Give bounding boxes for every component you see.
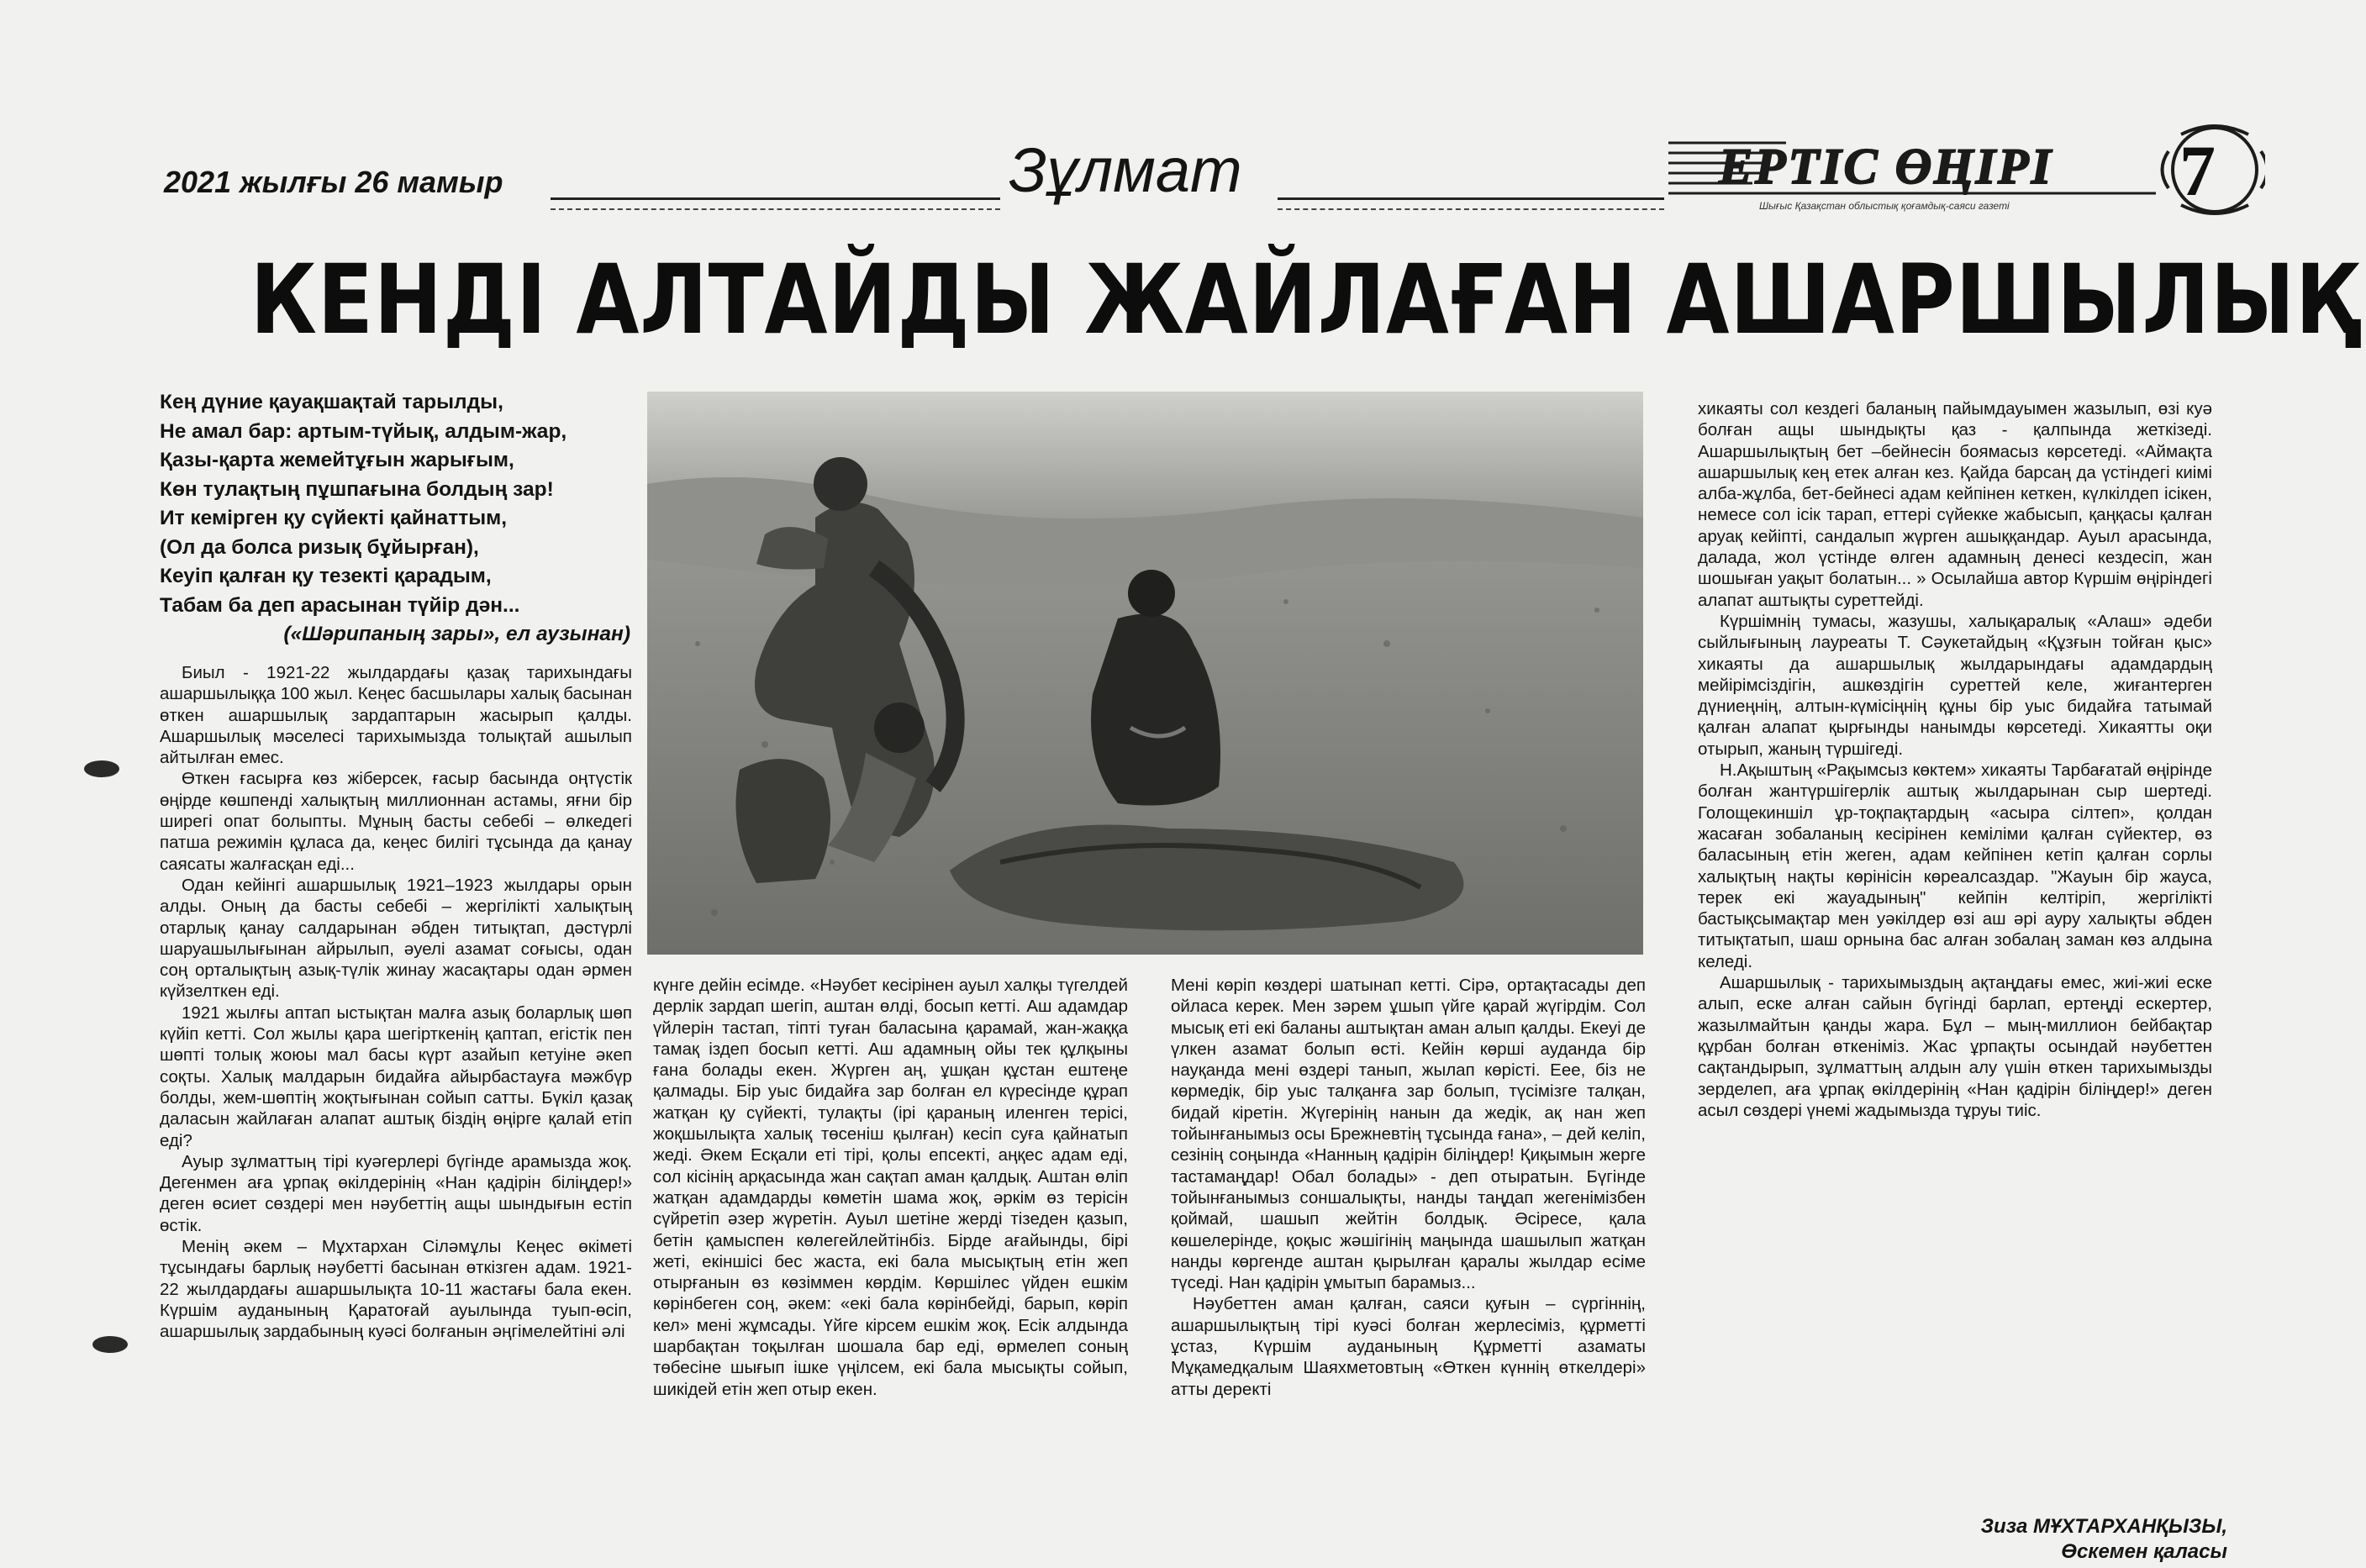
poem-line: Не амал бар: артым-түйық, алдым-жар,	[160, 419, 567, 443]
paragraph: Ауыр зұлматтың тірі куәгерлері бүгінде арамызда жоқ. Дегенмен аға ұрпақ өкілдерінің «Нан қадірін біліңдер!» деген өсиет сөздері мен нәубеттің ащы шындығын естіп өстік.	[160, 1151, 632, 1235]
paragraph: Н.Ақыштың «Рақымсыз көктем» хикаяты Тарбағатай өңірінде болған жантүршігерлік аштық жылдарынан сыр шертеді. Голощекиншіл ұр-тоқпақтардың «асыра сілтеп», қолдан жасаған зобаланың кесірінен кеміліми қалған сүйектер, өз баласының етін жеген, адам кейпінен кетіп қалған сорлы халықтың нақты көрінісін көреалсаздар. "Жауын бір жауса, терек екі жауадының" кейпін келтіріп, жергілікті бастықсымақтар мен уәкілдер өзі аш әрі ауру халықты әбден титықтатып, шаш орнына бас алған зобалаң заман көз алдына келеді.	[1698, 760, 2212, 971]
paragraph: күнге дейін есімде. «Нәубет кесірінен ауыл халқы түгелдей дерлік зардап шегіп, аштан өлді, босып кетті. Аш адамдар үйлерін тастап, тіпті туған баласына қарамай, жан-жаққа тамақ іздеп босып кетті. Аш адамның ойы тек құлқыны ғана болады екен. Жүрген аң, ұшқан құстан ештеңе қалмады. Бір уыс бидайға зар болған ел күресінде құрап жатқан қу сүйекті, тулақты (ірі қараның иленген терісі, жоқшылықта халық төсеніш қылған) кесіп суға қайнатып жеді. Әкем Есқали еті тірі, қолы епсекті, аңқес адам еді, сол кісінің арқасында жан сақтап аман қалдық. Аштан өліп жатқан адамдарды көметін шама жоқ, әркім өз терісін сүйретіп әзер жүретін. Ауыл шетіне жерді тізеден қазып, бетін қамыспен көлегейлейтінбіз. Бірде ағайынды, бірі жеті, екіншісі бес жаста, екі бала мысықтың етін жеп отырғанын өз көзіммен көрдім. Көршілес үйден ешкім көрінбеген соң, әкем: «екі бала көрінбейді, барып, көріп кел» мені жұмсады. Үйге кірсем ешкім жоқ. Есік алдында шарбақтан тоқылған шошала бар еді, өрмелеп соның төбесіне шығып ішке үңілсем, екі бала мысықты сойып, шикідей етін жеп отыр екен.	[653, 976, 1128, 1399]
article-column-3	[1171, 975, 1646, 1400]
author-signature	[1824, 1514, 2227, 1565]
paragraph: Нәубеттен аман қалған, саяси қуғын – сүргіннің, ашаршылықтың тірі куәсі болған жерлесіміз, құрметті ұстаз, Күршім ауданының Құрметті азаматы Мұқамедқалым Шаяхметовтың «Өткен күннің өткелдері» атты деректі	[1171, 1294, 1646, 1399]
paragraph: Мені көріп көздері шатынап кетті. Сірә, ортақтасады деп ойласа керек. Мен зәрем ұшып үйге қарай жүгірдім. Сол мысық еті екі баланы аштықтан аман алып қалды. Екеуі де үлкен азамат болып өсті. Кейін көрші ауданда бір науқанда мені өздері танып, жылап көрісті. Еее, біз не көрмедік, бір уыс талқанға зар болып, түсімізге талқан, бидай кіретін. Жүгерінің нанын да жедік, ақ нан жеп тойынғанымыз осы Брежневтің тұсында ғана», – дей келіп, сезінің соңында «Нанның қадірін біліңдер! Қиқымын жерге тастамаңдар! Обал болады» - деп отыратын. Бүгінде тойынғанымыз соншалықты, нанды таңдап жегенімізбен қоймай, шашып жейтін болдық. Әсіресе, қала көшелерінде, қоқыс жәшігінің маңында шашылып жатқан нанды көргенде аштан қырылған қаралы жылдар есіме түседі. Нан қадірін ұмытып барамыз...	[1171, 976, 1646, 1293]
issue-date: 2021 жылғы 26 мамыр	[164, 165, 503, 199]
poem-line: Табам ба деп арасынан түйір дән...	[160, 593, 520, 617]
logo-title: ЕРТІС ӨҢІРІ	[1719, 139, 2054, 194]
binder-hole-icon	[84, 760, 119, 777]
article-headline: КЕНДІ АЛТАЙДЫ ЖАЙЛАҒАН АШАРШЫЛЫҚ	[250, 244, 2359, 355]
paragraph: Одан кейінгі ашаршылық 1921–1923 жылдары орын алды. Оның да басты себебі – жергілікті халықтың отарлық қанау салдарынан әбден титықтап, дәстүрлі шаруашылығынан айрылып, әуелі азамат соғысы, одан соң орталықтың азық-түлік жинау жасақтары одан әрмен күйзелткен еді.	[160, 875, 632, 1002]
paragraph: Биыл - 1921-22 жылдардағы қазақ тарихындағы ашаршылыққа 100 жыл. Кеңес басшылары халық басынан өткен ашаршылық зардаптарын жасырып қалды. Ашаршылық мәселесі тарихымызда толықтай ашылып айтылған емес.	[160, 663, 632, 768]
poem-line: Қазы-қарта жемейтұғын жарығым,	[160, 449, 514, 471]
paragraph: Менің әкем – Мұхтархан Сілəмұлы Кеңес өкіметі тұсындағы барлық нәубетті басынан өткізген адам. 1921-22 жылдардағы ашаршылықта 10-11 жастағы бала екен. Күршім ауданының Қаратоғай ауылында туып-өсіп, ашаршылық зардабының куәсі болғанын әңгімелейтіні әлі	[160, 1237, 632, 1342]
article-column-4	[1698, 398, 2212, 1121]
page-number: 7	[2179, 130, 2216, 211]
rubric-title: Зұлмат	[1009, 135, 1242, 205]
poem-line: Кең дүние қауақшақтай тарылды,	[160, 391, 503, 413]
header-rule-left	[551, 197, 1000, 210]
binder-hole-icon	[92, 1336, 128, 1353]
famine-photo-illustration	[647, 392, 1643, 955]
epigraph-poem	[160, 388, 630, 650]
header-rule-right	[1278, 197, 1664, 210]
newspaper-logo	[1660, 118, 2265, 223]
article-column-2	[653, 975, 1128, 1400]
logo-subtitle: Шығыс Қазақстан облыстық қоғамдық-саяси газеті	[1759, 200, 2010, 212]
historical-photo	[647, 392, 1643, 955]
author-name: Зиза МҰХТАРХАНҚЫЗЫ,	[1980, 1515, 2227, 1538]
paragraph: 1921 жылғы аптап ыстықтан малға азық боларлық шөп күйіп кетті. Сол жылы қара шегірткенің қаптап, егістік пен шөпті толық жоюы мал басы күрт азайып кетуіне әкеп соқты. Халық малдарын бидайға айырбастауға мәжбүр болды, жем-шөптің жоқтығынан сойып сатты. Бүкіл қазақ даласын жайлаған алапат аштық біздің өңірге қалай етіп еді?	[160, 1002, 632, 1150]
paragraph: Ашаршылық - тарихымыздың ақтаңдағы емес, жиі-жиі еске алып, еске алған сайын бүгінді барлап, ертеңді ескертер, жазылмайтын қанды жара. Бұл – мың-миллион бейбақтар құрбан болған өткеніміз. Жас ұрпақты осындай нәубеттен сақтандырып, зұлматтың алдын алу үшін өткен тарихымызды зерделеп, аға ұрпақ өкілдерінің «Нан қадірін біліңдер!» деген асыл сөздері үнемі жадымызда тұруы тиіс.	[1698, 973, 2212, 1120]
paragraph: Өткен ғасырға көз жіберсек, ғасыр басында оңтүстік өңірде көшпенді халықтың миллионнан астамы, яғни бір ширегі опат болыпты. Мұның басты себебі – өлкедегі патша режимін құласа да, кеңес билігі тұсында да қанау саясаты жалғасқан еді...	[160, 769, 632, 874]
poem-line: Кеуіп қалған қу тезекті қарадым,	[160, 565, 492, 587]
author-city: Өскемен қаласы	[2061, 1540, 2227, 1563]
paragraph: хикаяты сол кездегі баланың пайымдауымен жазылып, өзі куә болған ащы шындықты қаз - қалпында жеткізеді. Ашаршылықтың бет –бейнесін боямасыз көрсетеді. «Аймақта ашаршылық кең етек алған кез. Қайда барсаң да үстіндегі киімі алба-жұлба, бет-бейнесі адам кейпінен кеткен, күлкілдеп ісікен, немесе сол ісік тарап, еттері сүйекке жабысып, қаңқасы қалған аруақ кейіпті, сандалып жүрген ашыққандар. Ауыл арасында, далада, жол үстінде өлген адамның денесі кездесіп, жан шошыған уақыт болатын... » Осылайша автор Күршім өңіріндегі алапат аштықты суреттейді.	[1698, 399, 2212, 610]
poem-line: (Ол да болса ризық бұйырған),	[160, 535, 479, 559]
poem-line: Ит кемірген қу сүйекті қайнаттым,	[160, 507, 508, 529]
poem-source: («Шәрипаның зары», ел аузынан)	[283, 623, 630, 645]
article-column-1	[160, 662, 632, 1343]
poem-line: Көн тулақтың пұшпағына болдың зар!	[160, 477, 554, 501]
paragraph: Күршімнің тумасы, жазушы, халықаралық «Алаш» әдеби сыйлығының лауреаты Т. Сәукетайдың «Құзғын тойған қыс» хикаяты да ашаршылық жылдарындағы адамдардың мейірімсіздігін, ашкөздігін суреттей келе, жиғантерген дүниеңнің, алтын-күмісіңнің құны бір уыс бидайға татымай қалған алапат қырғынды нанымды көрсетеді. Хикаятты оқи отырып, жаның түршігеді.	[1698, 611, 2212, 759]
